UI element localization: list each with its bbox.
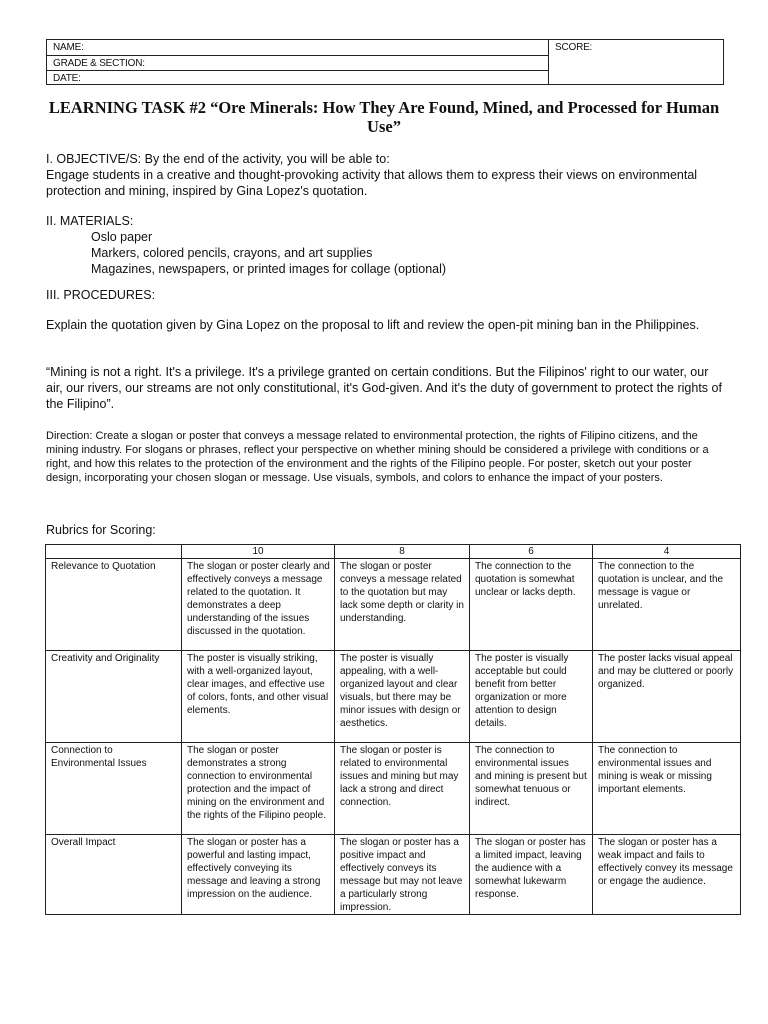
rubric-col-score: 4 bbox=[593, 545, 741, 559]
objective-heading: I. OBJECTIVE/S: By the end of the activity, you will be able to: bbox=[46, 152, 390, 166]
rubric-col-score: 6 bbox=[470, 545, 593, 559]
rubric-heading: Rubrics for Scoring: bbox=[46, 523, 156, 537]
table-row bbox=[46, 651, 741, 743]
score-label: SCORE: bbox=[555, 42, 593, 53]
criterion-cell: Overall Impact bbox=[46, 835, 182, 915]
gina-lopez-quote: “Mining is not a right. It's a privilege. It's a privilege granted on certain conditions. But the Filipinos' right to our water, our air, our rivers, our streams are not only constitutional, it's God-given. And it's the duty of government to protect the rights of the Filipino”. bbox=[46, 365, 722, 411]
rubric-cell: The connection to environmental issues and mining is present but somewhat tenuous or indirect. bbox=[470, 743, 593, 835]
student-info-fields bbox=[47, 40, 549, 84]
rubric-col-criterion bbox=[46, 545, 182, 559]
criterion-cell: Relevance to Quotation bbox=[46, 559, 182, 651]
rubric-col-score: 8 bbox=[335, 545, 470, 559]
material-item: Oslo paper bbox=[91, 230, 153, 244]
rubric-cell: The slogan or poster clearly and effectively conveys a message related to the quotation. It demonstrates a deep understanding of the issues discussed in the quotation. bbox=[182, 559, 335, 651]
material-item: Magazines, newspapers, or printed images for collage (optional) bbox=[91, 262, 447, 276]
rubric-header-row bbox=[46, 545, 741, 559]
name-field[interactable] bbox=[47, 40, 548, 55]
objective-section bbox=[46, 151, 726, 199]
score-field[interactable] bbox=[555, 40, 592, 55]
procedures-explain: Explain the quotation given by Gina Lopez on the proposal to lift and review the open-pit mining ban in the Philippines. bbox=[46, 318, 700, 332]
materials-heading: II. MATERIALS: bbox=[46, 214, 134, 228]
rubric-cell: The slogan or poster conveys a message related to the quotation but may lack some depth or clarity in understanding. bbox=[335, 559, 470, 651]
name-label: NAME: bbox=[53, 42, 84, 53]
objective-text: Engage students in a creative and thought-provoking activity that allows them to express their views on environmental protection and mining, inspired by Gina Lopez's quotation. bbox=[46, 168, 698, 198]
table-row bbox=[46, 559, 741, 651]
rubric-cell: The poster is visually acceptable but could benefit from better organization or more attention to design details. bbox=[470, 651, 593, 743]
rubric-col-score: 10 bbox=[182, 545, 335, 559]
rubric-cell: The connection to the quotation is somewhat unclear or lacks depth. bbox=[470, 559, 593, 651]
rubric-cell: The slogan or poster is related to environmental issues and mining but may lack a strong and direct connection. bbox=[335, 743, 470, 835]
grade-section-field[interactable] bbox=[47, 55, 548, 70]
date-field[interactable] bbox=[47, 70, 548, 85]
page-title: LEARNING TASK #2 “Ore Minerals: How They Are Found, Mined, and Processed for Human Use” bbox=[48, 98, 720, 136]
rubric-cell: The connection to the quotation is unclear, and the message is vague or unrelated. bbox=[593, 559, 741, 651]
rubric-cell: The poster is visually appealing, with a well-organized layout and clear visuals, but there may be minor issues with design or aesthetics. bbox=[335, 651, 470, 743]
rubric-cell: The poster lacks visual appeal and may be cluttered or poorly organized. bbox=[593, 651, 741, 743]
rubric-cell: The slogan or poster has a limited impact, leaving the audience with a somewhat lukewarm response. bbox=[470, 835, 593, 915]
rubric-cell: The poster is visually striking, with a well-organized layout, clear images, and effective use of colors, fonts, and other visual elements. bbox=[182, 651, 335, 743]
criterion-cell: Creativity and Originality bbox=[46, 651, 182, 743]
table-row bbox=[46, 743, 741, 835]
date-label: DATE: bbox=[53, 73, 81, 84]
student-info-table bbox=[46, 39, 724, 85]
table-row bbox=[46, 835, 741, 915]
criterion-cell: Connection to Environmental Issues bbox=[46, 743, 182, 835]
material-item: Markers, colored pencils, crayons, and art supplies bbox=[91, 246, 373, 260]
direction-text: Direction: Create a slogan or poster that conveys a message related to environmental protection, the rights of Filipino citizens, and the mining industry. For slogans or phrases, reflect your perspective on whether mining should be considered a privilege with conditions or a right, and how this relates to the protection of the environment and the rights of the Filipino people. For poster, sketch out your poster design, incorporating your chosen slogan or message. Use visuals, symbols, and colors to enhance the impact of your posters. bbox=[46, 430, 709, 484]
rubric-cell: The slogan or poster has a positive impact and effectively conveys its message but may not leave a particularly strong impression. bbox=[335, 835, 470, 915]
procedures-heading: III. PROCEDURES: bbox=[46, 288, 156, 302]
materials-section bbox=[46, 213, 726, 277]
rubric-cell: The connection to environmental issues and mining is weak or missing important elements. bbox=[593, 743, 741, 835]
rubric-cell: The slogan or poster has a weak impact and fails to effectively convey its message or engage the audience. bbox=[593, 835, 741, 915]
rubric-table bbox=[45, 544, 741, 915]
rubric-cell: The slogan or poster demonstrates a strong connection to environmental protection and the impact of mining on the environment and the rights of the Filipino people. bbox=[182, 743, 335, 835]
grade-section-label: GRADE & SECTION: bbox=[53, 58, 145, 69]
rubric-cell: The slogan or poster has a powerful and lasting impact, effectively conveying its message and leaving a strong impression on the audience. bbox=[182, 835, 335, 915]
